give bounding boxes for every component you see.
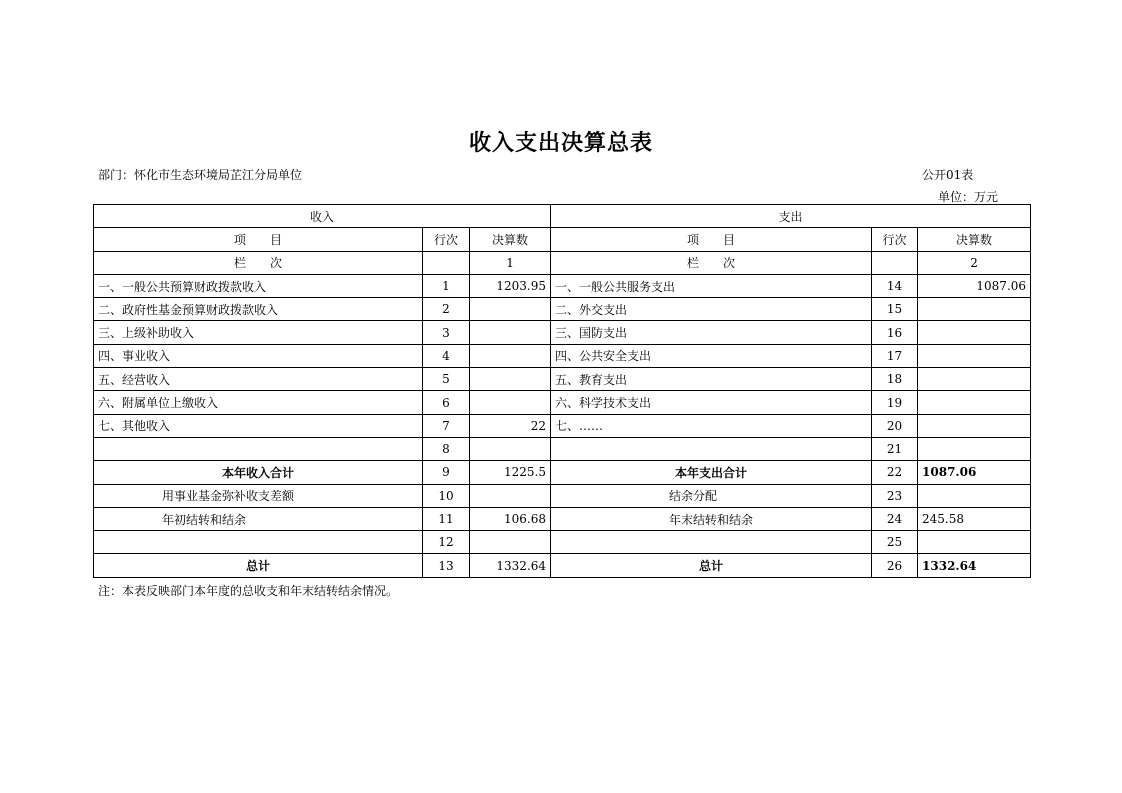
department-label: 部门：怀化市生态环境局芷江分局单位: [98, 168, 303, 182]
expense-line: 26: [872, 554, 918, 577]
expense-line: 22: [872, 461, 918, 484]
expense-amount: [918, 391, 1031, 414]
expense-item: 七、……: [551, 414, 872, 437]
expense-item: 年末结转和结余: [551, 507, 872, 530]
expense-item: 四、公共安全支出: [551, 344, 872, 367]
expense-amount: [918, 414, 1031, 437]
expense-line-header: 行次: [872, 228, 918, 251]
income-item-header: 项 目: [94, 228, 423, 251]
income-line: 3: [423, 321, 470, 344]
table-row: [94, 321, 1031, 344]
income-expense-table: [93, 204, 1031, 578]
expense-column-label: 栏 次: [551, 251, 872, 274]
expense-line: 24: [872, 507, 918, 530]
table-row: [94, 344, 1031, 367]
expense-item: 三、国防支出: [551, 321, 872, 344]
expense-amount: [918, 484, 1031, 507]
expense-amount: 1087.06: [918, 274, 1031, 297]
expense-line: 14: [872, 274, 918, 297]
table-row: [94, 531, 1031, 554]
income-amount: [470, 321, 551, 344]
income-amount: [470, 484, 551, 507]
income-item: [94, 437, 423, 460]
footnote: 注：本表反映部门本年度的总收支和年末结转结余情况。: [98, 584, 399, 598]
income-line: 10: [423, 484, 470, 507]
expense-item: 总计: [551, 554, 872, 577]
table-row: [94, 368, 1031, 391]
table-row: [94, 414, 1031, 437]
expense-amount: 245.58: [918, 507, 1031, 530]
expense-line: 19: [872, 391, 918, 414]
expense-item: [551, 437, 872, 460]
income-line: 2: [423, 298, 470, 321]
expense-amount: 1087.06: [918, 461, 1031, 484]
income-item: 七、其他收入: [94, 414, 423, 437]
expense-column-line: [872, 251, 918, 274]
expense-line: 18: [872, 368, 918, 391]
expense-line: 25: [872, 531, 918, 554]
income-item: 四、事业收入: [94, 344, 423, 367]
income-item: 五、经营收入: [94, 368, 423, 391]
income-column-label: 栏 次: [94, 251, 423, 274]
subtotal-row: [94, 461, 1031, 484]
income-item: 用事业基金弥补收支差额: [94, 484, 423, 507]
table-row: [94, 484, 1031, 507]
income-line: 1: [423, 274, 470, 297]
expense-amount: [918, 321, 1031, 344]
income-amount: 1225.5: [470, 461, 551, 484]
income-item: 一、一般公共预算财政拨款收入: [94, 274, 423, 297]
expense-amount: [918, 437, 1031, 460]
income-amount: 1332.64: [470, 554, 551, 577]
expense-item: 六、科学技术支出: [551, 391, 872, 414]
expense-item: 本年支出合计: [551, 461, 872, 484]
income-amount: 22: [470, 414, 551, 437]
table-row: [94, 298, 1031, 321]
income-item: 本年收入合计: [94, 461, 423, 484]
income-line-header: 行次: [423, 228, 470, 251]
expense-line: 21: [872, 437, 918, 460]
income-line: 11: [423, 507, 470, 530]
page-title: 收入支出决算总表: [468, 131, 653, 156]
income-line: 13: [423, 554, 470, 577]
expense-line: 16: [872, 321, 918, 344]
table-row: [94, 391, 1031, 414]
total-row: [94, 554, 1031, 577]
expense-amount: [918, 531, 1031, 554]
expense-line: 15: [872, 298, 918, 321]
income-column-line: [423, 251, 470, 274]
expense-amount: [918, 298, 1031, 321]
expense-amount: [918, 368, 1031, 391]
expense-item: 一、一般公共服务支出: [551, 274, 872, 297]
expense-item: 结余分配: [551, 484, 872, 507]
income-line: 8: [423, 437, 470, 460]
income-item: 二、政府性基金预算财政拨款收入: [94, 298, 423, 321]
income-item: [94, 531, 423, 554]
income-amount-header: 决算数: [470, 228, 551, 251]
expense-line: 17: [872, 344, 918, 367]
income-amount: [470, 344, 551, 367]
expense-item: [551, 531, 872, 554]
table-row: [94, 507, 1031, 530]
expense-item: 二、外交支出: [551, 298, 872, 321]
income-amount: 106.68: [470, 507, 551, 530]
income-amount: [470, 437, 551, 460]
expense-line: 23: [872, 484, 918, 507]
column-header-row: [94, 228, 1031, 251]
income-line: 4: [423, 344, 470, 367]
income-item: 三、上级补助收入: [94, 321, 423, 344]
expense-line: 20: [872, 414, 918, 437]
income-column-number: 1: [470, 251, 551, 274]
income-amount: 1203.95: [470, 274, 551, 297]
income-line: 9: [423, 461, 470, 484]
income-amount: [470, 298, 551, 321]
table-row: [94, 274, 1031, 297]
expense-amount: 1332.64: [918, 554, 1031, 577]
income-line: 5: [423, 368, 470, 391]
unit-label: 单位：万元: [938, 190, 999, 204]
income-amount: [470, 368, 551, 391]
expense-column-number: 2: [918, 251, 1031, 274]
form-number: 公开01表: [922, 168, 974, 182]
column-index-row: [94, 251, 1031, 274]
expense-amount: [918, 344, 1031, 367]
expense-header: 支出: [551, 205, 1031, 228]
income-line: 6: [423, 391, 470, 414]
income-header: 收入: [94, 205, 551, 228]
expense-amount-header: 决算数: [918, 228, 1031, 251]
section-header-row: [94, 205, 1031, 228]
expense-item-header: 项 目: [551, 228, 872, 251]
expense-item: 五、教育支出: [551, 368, 872, 391]
income-line: 7: [423, 414, 470, 437]
income-item: 总计: [94, 554, 423, 577]
income-item: 六、附属单位上缴收入: [94, 391, 423, 414]
income-line: 12: [423, 531, 470, 554]
income-amount: [470, 531, 551, 554]
table-row: [94, 437, 1031, 460]
income-amount: [470, 391, 551, 414]
income-item: 年初结转和结余: [94, 507, 423, 530]
